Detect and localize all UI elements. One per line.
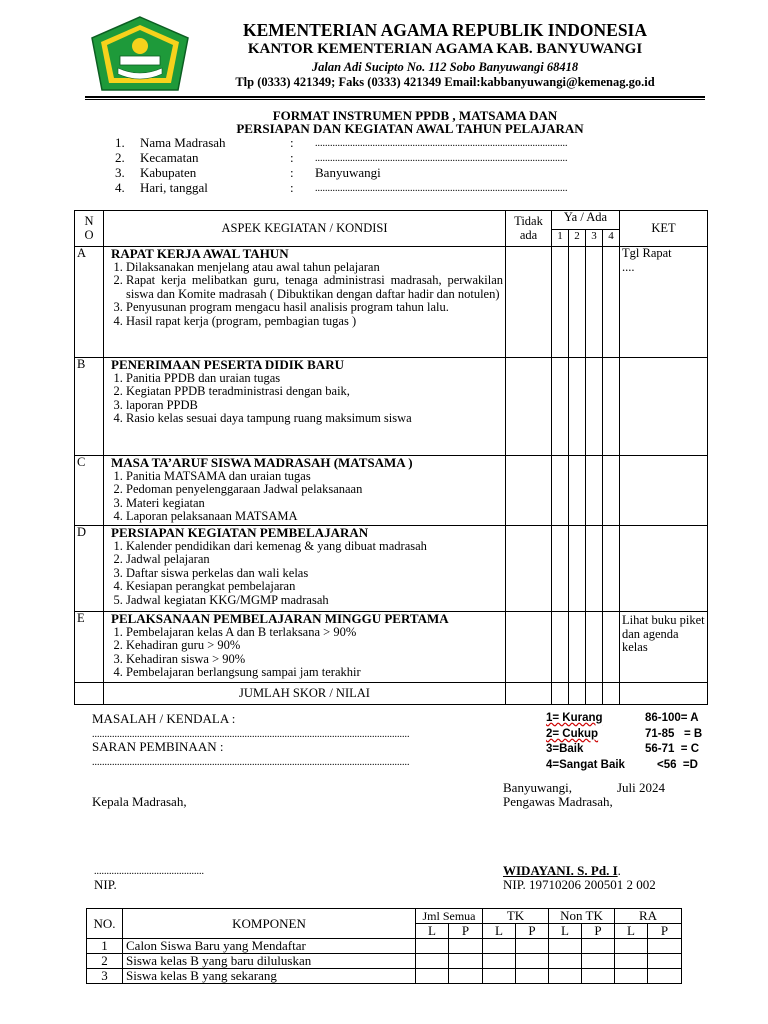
table-row (87, 954, 682, 969)
ket-cell: Lihat buku piket dan agenda kelas (620, 612, 708, 683)
info-value: ..................................................................................................... (315, 138, 568, 149)
tidak-ada-cell[interactable] (506, 358, 552, 456)
score-cell[interactable] (552, 247, 569, 358)
score-cell[interactable] (586, 612, 603, 683)
sign-right-nip: NIP. 19710206 200501 2 002 (503, 877, 656, 892)
legend-item: 2= Cukup 71-85 = B (546, 728, 703, 740)
section-title: PENERIMAAN PESERTA DIDIK BARU (111, 357, 344, 372)
sign-left-nip: NIP. (94, 877, 117, 892)
sign-left-role: Kepala Madrasah, (92, 794, 187, 809)
score-cell[interactable] (603, 358, 620, 456)
header-office: KANTOR KEMENTERIAN AGAMA KAB. BANYUWANGI (247, 41, 643, 57)
score-cell[interactable] (552, 612, 569, 683)
table-row (75, 358, 708, 456)
section-letter: B (75, 358, 104, 456)
count-cell[interactable] (615, 954, 648, 969)
header-rule (85, 96, 705, 98)
list-item: 1. Dilaksanakan menjelang atau awal tahun pelajaran (126, 261, 503, 275)
list-item: 1. Pembelajaran kelas A dan B terlaksana > 90% (126, 626, 503, 640)
count-cell[interactable] (416, 939, 449, 954)
list-item: 2. Kehadiran guru > 90% (126, 639, 503, 653)
list-item: 5. Jadwal kegiatan KKG/MGMP madrasah (126, 594, 503, 608)
list-item: 4. Laporan pelaksanaan MATSAMA (126, 510, 503, 524)
info-colon: : (290, 150, 294, 165)
info-label: Nama Madrasah (140, 135, 226, 150)
list-item: 1. Panitia MATSAMA dan uraian tugas (126, 470, 503, 484)
lp-label: L (416, 924, 449, 939)
info-label: Hari, tanggal (140, 180, 208, 195)
tidak-ada-cell[interactable] (506, 526, 552, 612)
bottom-header-group: Jml Semua (416, 909, 483, 924)
section-items (106, 470, 503, 524)
count-cell[interactable] (416, 954, 449, 969)
info-value: ..................................................................................................... (315, 183, 568, 194)
header-contact: Tlp (0333) 421349; Faks (0333) 421349 Email:kabbanyuwangi@kemenag.go.id (235, 75, 655, 89)
count-cell[interactable] (549, 969, 582, 984)
score-cell[interactable] (603, 612, 620, 683)
section-items (106, 261, 503, 329)
list-item: 1. Kalender pendidikan dari kemenag & yang dibuat madrasah (126, 540, 503, 554)
list-item: 3. Kehadiran siswa > 90% (126, 653, 503, 667)
section-content (104, 612, 506, 683)
header-rule-thin (85, 99, 705, 100)
section-items (106, 540, 503, 608)
info-colon: : (290, 165, 294, 180)
list-item: 4. Rasio kelas sesuai daya tampung ruang maksimum siswa (126, 412, 503, 426)
sign-place: Banyuwangi, (503, 780, 572, 795)
list-item: 2. Pedoman penyelenggaraan Jadwal pelaksanaan (126, 483, 503, 497)
count-cell[interactable] (615, 969, 648, 984)
row-no: 2 (87, 954, 123, 969)
score-cell[interactable] (603, 526, 620, 612)
row-komponen: Siswa kelas B yang baru diluluskan (123, 954, 416, 969)
section-letter: A (75, 247, 104, 358)
masalah-field[interactable]: ............................................................................................................................... (92, 729, 410, 740)
bottom-header-row (87, 909, 682, 924)
bottom-header-no: NO. (87, 909, 123, 939)
doc-title-line1: FORMAT INSTRUMEN PPDB , MATSAMA DAN (272, 108, 558, 123)
sign-right-name: WIDAYANI. S. Pd. I. (503, 863, 621, 878)
info-no: 3. (115, 165, 125, 180)
total-score-cell[interactable] (603, 683, 620, 705)
header-score-1: 1 (552, 230, 569, 247)
list-item: 3. Materi kegiatan (126, 497, 503, 511)
bottom-header-group: TK (483, 909, 549, 924)
count-cell[interactable] (449, 969, 483, 984)
section-letter: D (75, 526, 104, 612)
tidak-ada-cell[interactable] (506, 612, 552, 683)
row-komponen: Siswa kelas B yang sekarang (123, 969, 416, 984)
count-cell[interactable] (516, 954, 549, 969)
legend-item: 3=Baik 56-71 = C (546, 743, 700, 755)
table-header-row (75, 211, 708, 230)
total-blank (75, 683, 104, 705)
total-score-cell[interactable] (552, 683, 569, 705)
score-cell[interactable] (552, 526, 569, 612)
count-cell[interactable] (483, 954, 516, 969)
score-cell[interactable] (603, 456, 620, 526)
info-value: Banyuwangi (315, 165, 381, 180)
score-cell[interactable] (603, 247, 620, 358)
info-value: ..................................................................................................... (315, 153, 568, 164)
sign-left-name[interactable]: ............................................ (94, 866, 204, 877)
section-title: PELAKSANAAN PEMBELAJARAN MINGGU PERTAMA (111, 611, 449, 626)
table-row (75, 247, 708, 358)
header-aspek: ASPEK KEGIATAN / KONDISI (104, 211, 506, 247)
list-item: 4. Hasil rapat kerja (program, pembagian tugas ) (126, 315, 503, 329)
score-cell[interactable] (569, 358, 586, 456)
tidak-ada-cell[interactable] (506, 247, 552, 358)
count-cell[interactable] (549, 939, 582, 954)
header-no: N O (75, 211, 104, 247)
count-cell[interactable] (449, 954, 483, 969)
header-ministry: KEMENTERIAN AGAMA REPUBLIK INDONESIA (242, 20, 647, 40)
section-items (106, 372, 503, 426)
kemenag-logo (88, 16, 192, 94)
masalah-label: MASALAH / KENDALA : (92, 711, 236, 726)
list-item: 3. Daftar siswa perkelas dan wali kelas (126, 567, 503, 581)
info-label: Kecamatan (140, 150, 199, 165)
student-count-table (86, 908, 682, 984)
list-item: 2. Kegiatan PPDB teradministrasi dengan baik, (126, 385, 503, 399)
total-row (75, 683, 708, 705)
score-cell[interactable] (586, 456, 603, 526)
count-cell[interactable] (483, 939, 516, 954)
count-cell[interactable] (648, 939, 682, 954)
section-content (104, 358, 506, 456)
section-content (104, 456, 506, 526)
ket-cell (620, 358, 708, 456)
header-tidak-ada: Tidak ada (506, 211, 552, 247)
header-address: Jalan Adi Sucipto No. 112 Sobo Banyuwangi 68418 (311, 60, 579, 74)
info-colon: : (290, 180, 294, 195)
legend-item: 1= Kurang 86-100= A (546, 712, 699, 724)
bottom-header-group: RA (615, 909, 682, 924)
ket-cell (620, 456, 708, 526)
total-score-cell[interactable] (569, 683, 586, 705)
total-score-cell[interactable] (586, 683, 603, 705)
table-row (87, 939, 682, 954)
list-item: 4. Pembelajaran berlangsung sampai jam terakhir (126, 666, 503, 680)
saran-label: SARAN PEMBINAAN : (92, 739, 224, 754)
list-item: 1. Panitia PPDB dan uraian tugas (126, 372, 503, 386)
header-score-3: 3 (586, 230, 603, 247)
total-cell[interactable] (506, 683, 552, 705)
list-item: 2. Jadwal pelajaran (126, 553, 503, 567)
list-item: 2. Rapat kerja melibatkan guru, tenaga administrasi madrasah, perwakilan siswa dan Komite madrasah ( Dibuktikan dengan daftar hadir dan notulen) (126, 274, 503, 301)
bottom-header-komponen: KOMPONEN (123, 909, 416, 939)
header-score-2: 2 (569, 230, 586, 247)
sign-date: Juli 2024 (617, 780, 666, 795)
header-ya-ada: Ya / Ada (552, 211, 620, 230)
section-letter: C (75, 456, 104, 526)
section-content (104, 526, 506, 612)
count-cell[interactable] (615, 939, 648, 954)
ket-cell (620, 526, 708, 612)
info-label: Kabupaten (140, 165, 197, 180)
ket-cell: Tgl Rapat .... (620, 247, 708, 358)
score-cell[interactable] (569, 456, 586, 526)
section-letter: E (75, 612, 104, 683)
lp-label: P (582, 924, 615, 939)
score-cell[interactable] (569, 247, 586, 358)
score-cell[interactable] (586, 247, 603, 358)
lp-label: P (516, 924, 549, 939)
count-cell[interactable] (582, 954, 615, 969)
header-score-4: 4 (603, 230, 620, 247)
doc-title-line2: PERSIAPAN DAN KEGIATAN AWAL TAHUN PELAJARAN (236, 121, 584, 136)
section-title: PERSIAPAN KEGIATAN PEMBELAJARAN (111, 525, 369, 540)
count-cell[interactable] (648, 969, 682, 984)
score-cell[interactable] (552, 358, 569, 456)
count-cell[interactable] (516, 939, 549, 954)
table-row (75, 456, 708, 526)
row-no: 1 (87, 939, 123, 954)
section-title: RAPAT KERJA AWAL TAHUN (111, 246, 289, 261)
count-cell[interactable] (516, 969, 549, 984)
count-cell[interactable] (582, 939, 615, 954)
count-cell[interactable] (582, 969, 615, 984)
legend-item: 4=Sangat Baik <56 =D (546, 759, 698, 771)
saran-field[interactable]: ............................................................................................................................... (92, 757, 410, 768)
list-item: 4. Kesiapan perangkat pembelajaran (126, 580, 503, 594)
sign-right-role: Pengawas Madrasah, (503, 794, 613, 809)
tidak-ada-cell[interactable] (506, 456, 552, 526)
score-cell[interactable] (586, 358, 603, 456)
section-title: MASA TA’ARUF SISWA MADRASAH (MATSAMA ) (111, 455, 413, 470)
table-row (75, 526, 708, 612)
count-cell[interactable] (416, 969, 449, 984)
info-colon: : (290, 135, 294, 150)
total-ket-cell[interactable] (620, 683, 708, 705)
info-no: 1. (115, 135, 125, 150)
list-item: 3. Penyusunan program mengacu hasil analisis program tahun lalu. (126, 301, 503, 315)
table-row (75, 612, 708, 683)
count-cell[interactable] (648, 954, 682, 969)
score-cell[interactable] (569, 526, 586, 612)
list-item: 3. laporan PPDB (126, 399, 503, 413)
lp-label: L (483, 924, 516, 939)
row-no: 3 (87, 969, 123, 984)
lp-label: L (549, 924, 582, 939)
bottom-header-group: Non TK (549, 909, 615, 924)
score-cell[interactable] (552, 456, 569, 526)
count-cell[interactable] (549, 954, 582, 969)
score-cell[interactable] (569, 612, 586, 683)
row-komponen: Calon Siswa Baru yang Mendaftar (123, 939, 416, 954)
info-no: 2. (115, 150, 125, 165)
table-row (87, 969, 682, 984)
instrument-table (74, 210, 708, 705)
section-content (104, 247, 506, 358)
lp-label: P (449, 924, 483, 939)
section-items (106, 626, 503, 680)
count-cell[interactable] (449, 939, 483, 954)
info-no: 4. (115, 180, 125, 195)
count-cell[interactable] (483, 969, 516, 984)
score-cell[interactable] (586, 526, 603, 612)
lp-label: P (648, 924, 682, 939)
lp-label: L (615, 924, 648, 939)
total-label: JUMLAH SKOR / NILAI (104, 683, 506, 705)
header-ket: KET (620, 211, 708, 247)
